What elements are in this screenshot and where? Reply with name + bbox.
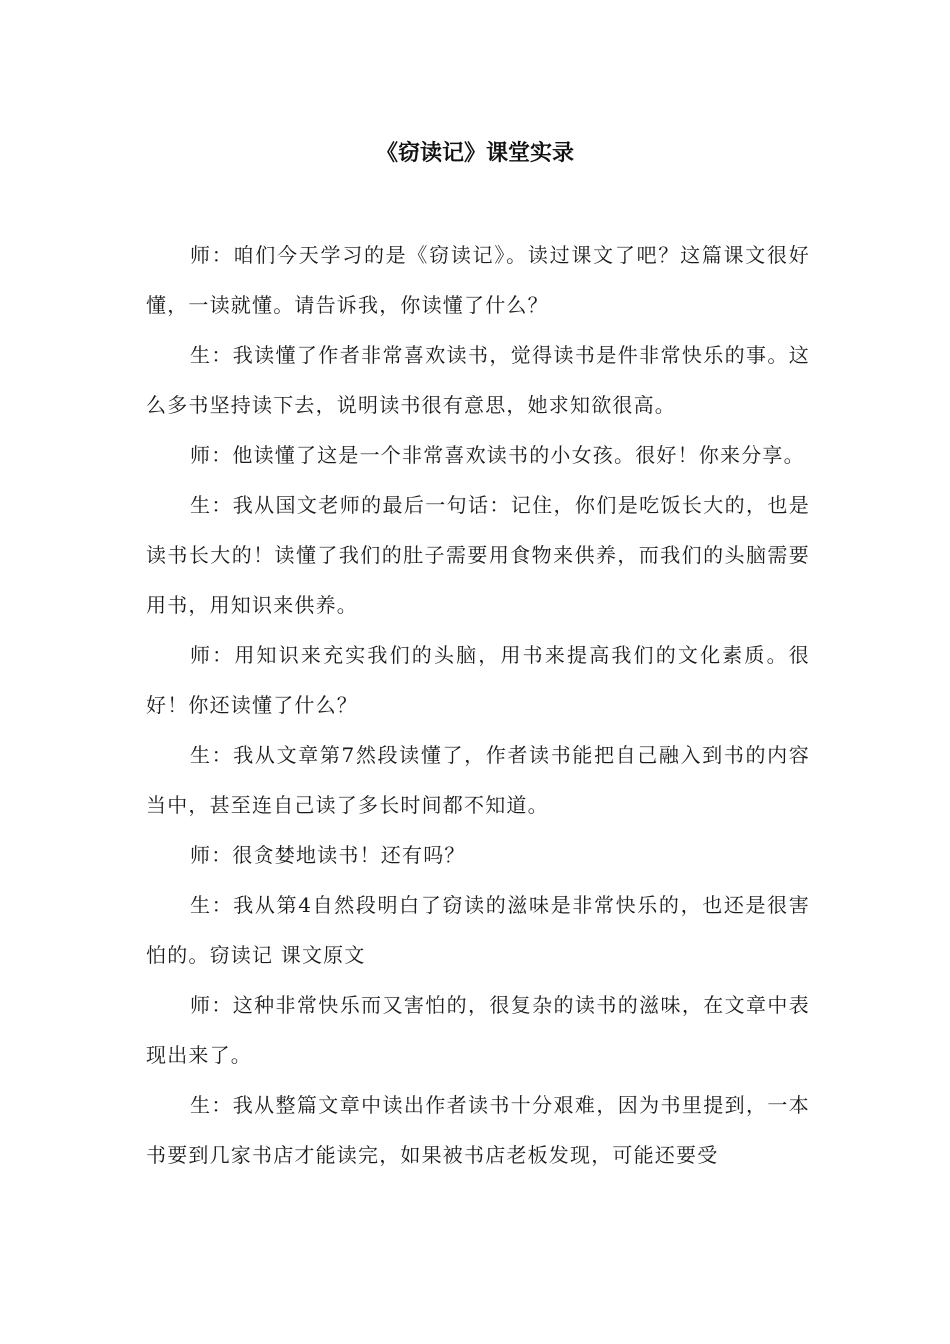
paragraph: 师：这种非常快乐而又害怕的，很复杂的读书的滋味，在文章中表现出来了。 [146, 993, 810, 1067]
paragraph: 生：我从文章第7然段读懂了，作者读书能把自己融入到书的内容当中，甚至连自己读了多长时间都不知道。 [146, 743, 810, 817]
paragraph: 生：我从国文老师的最后一句话：记住，你们是吃饭长大的，也是读书长大的！读懂了我们的肚子需要用食物来供养，而我们的头脑需要用书，用知识来供养。 [146, 493, 810, 617]
paragraph: 生：我从整篇文章中读出作者读书十分艰难，因为书里提到，一本书要到几家书店才能读完，如果被书店老板发现，可能还要受 [146, 1093, 810, 1167]
paragraph: 师：很贪婪地读书！还有吗？ [190, 843, 466, 867]
paragraph: 师：咱们今天学习的是《窃读记》。读过课文了吧？这篇课文很好懂，一读就懂。请告诉我，你读懂了什么？ [146, 243, 810, 317]
paragraph: 师：他读懂了这是一个非常喜欢读书的小女孩。很好！你来分享。 [190, 443, 805, 467]
paragraph: 生：我从第4自然段明白了窃读的滋味是非常快乐的，也还是很害怕的。窃读记 课文原文 [146, 893, 810, 967]
document-body [146, 230, 810, 1180]
paragraph: 师：用知识来充实我们的头脑，用书来提高我们的文化素质。很好！你还读懂了什么？ [146, 643, 810, 717]
paragraph: 生：我读懂了作者非常喜欢读书，觉得读书是件非常快乐的事。这么多书坚持读下去，说明读书很有意思，她求知欲很高。 [146, 343, 810, 417]
document-title: 《窃读记》课堂实录 [375, 141, 574, 166]
